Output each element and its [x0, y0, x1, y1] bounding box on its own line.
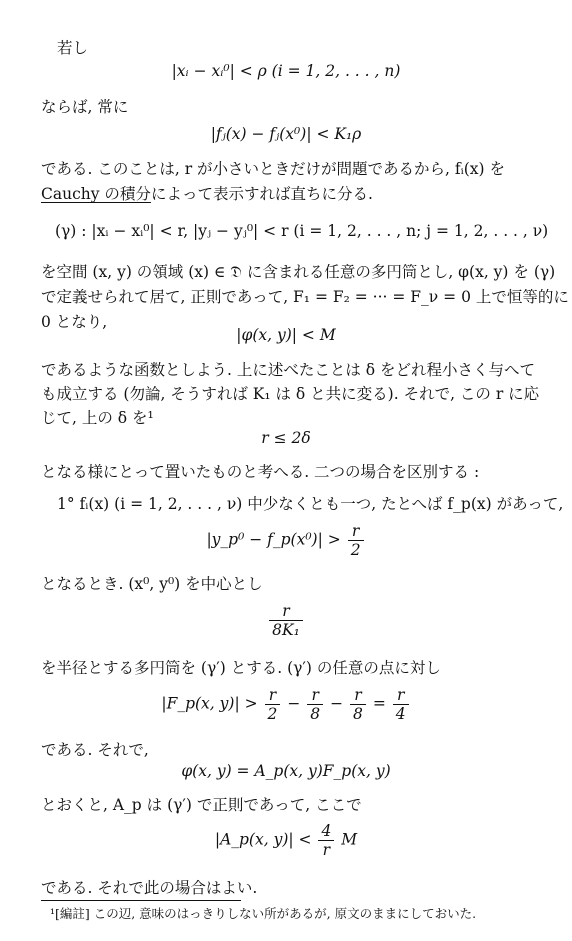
text-line: 0 となり,	[41, 313, 108, 331]
text-line: を空間 (x, y) の領域 (x) ∈ 𝔇 に含まれる任意の多円筒とし, φ(x, y) を (γ)	[41, 263, 556, 281]
fraction	[307, 686, 323, 723]
equation-part: |y_p⁰ − f_p(x⁰)| >	[206, 530, 341, 549]
numerator: r	[348, 522, 364, 541]
text-line: である. それで,	[41, 741, 149, 759]
equation-gamma: (γ) : |xᵢ − xᵢ⁰| < r, |yⱼ − yⱼ⁰| < r (i = 1, 2, . . . , n; j = 1, 2, . . . , ν)	[55, 222, 549, 240]
operator: −	[287, 694, 301, 713]
text-line: を半径とする多円筒を (γ′) とする. (γ′) の任意の点に対し	[41, 659, 441, 677]
text-line: である. それで此の場合はよい.	[41, 879, 258, 897]
denominator: 4	[395, 705, 406, 723]
equation: |xᵢ − xᵢ⁰| < ρ (i = 1, 2, . . . , n)	[171, 62, 401, 80]
text-line	[0, 182, 572, 204]
text-line: である. このことは, r が小さいときだけが問題であるから, fᵢ(x) を	[41, 160, 506, 178]
operator: −	[330, 694, 344, 713]
equation	[0, 686, 572, 723]
denominator: 2	[267, 705, 278, 723]
equation-part: |F_p(x, y)| >	[161, 694, 258, 713]
text-line: ならば, 常に	[41, 98, 129, 116]
fraction	[348, 522, 364, 559]
text-line: となるとき. (x⁰, y⁰) を中心とし	[41, 575, 263, 593]
cauchy-integral-term: Cauchy の積分	[41, 185, 151, 203]
equation	[0, 602, 572, 639]
equation: |fⱼ(x) − fⱼ(x⁰)| < K₁ρ	[210, 125, 362, 143]
text-line: とおくと, A_p は (γ′) で正則であって, ここで	[41, 796, 362, 814]
numerator: r	[265, 686, 281, 705]
equation-part: M	[341, 830, 358, 849]
text-line: も成立する (勿論, そうすれば K₁ は δ と共に変る). それで, この r に応	[41, 385, 540, 403]
fraction	[350, 686, 366, 723]
denominator: r	[322, 841, 331, 859]
text-line: じて, 上の δ を¹	[41, 409, 154, 427]
numerator: r	[269, 602, 303, 621]
text-fragment: によって表示すれば直ちに分る.	[150, 185, 373, 203]
fraction	[269, 602, 303, 639]
text-line: となる様にとって置いたものと考へる. 二つの場合を区別する :	[41, 463, 480, 481]
numerator: r	[307, 686, 323, 705]
equation: |φ(x, y)| < M	[236, 326, 336, 344]
operator: =	[372, 694, 386, 713]
equation-part: |A_p(x, y)| <	[214, 830, 312, 849]
footnote-rule	[41, 900, 241, 901]
fraction	[265, 686, 281, 723]
text-line: であるような函数としよう. 上に述べたことは δ をどれ程小さく与へて	[41, 361, 536, 379]
denominator: 2	[350, 541, 361, 559]
text-line: で定義せられて居て, 正則であって, F₁ = F₂ = ··· = F_ν = 0 上で恒等的に	[41, 288, 569, 306]
fraction	[318, 822, 334, 859]
numerator: r	[350, 686, 366, 705]
case-heading: 1° fᵢ(x) (i = 1, 2, . . . , ν) 中少なくとも一つ, たとへば f_p(x) があって,	[57, 495, 564, 513]
numerator: r	[393, 686, 409, 705]
equation	[0, 522, 572, 559]
denominator: 8	[353, 705, 363, 723]
numerator: 4	[318, 822, 334, 841]
footnote: ¹[編註] この辺, 意味のはっきりしない所があるが, 原文のままにしておいた.	[50, 906, 477, 921]
equation: φ(x, y) = A_p(x, y)F_p(x, y)	[181, 762, 391, 780]
equation	[0, 822, 572, 859]
text-line: 若し	[57, 39, 89, 57]
equation: r ≤ 2δ	[261, 429, 311, 447]
fraction	[393, 686, 409, 723]
denominator: 8	[310, 705, 321, 723]
denominator: 8K₁	[272, 621, 300, 639]
